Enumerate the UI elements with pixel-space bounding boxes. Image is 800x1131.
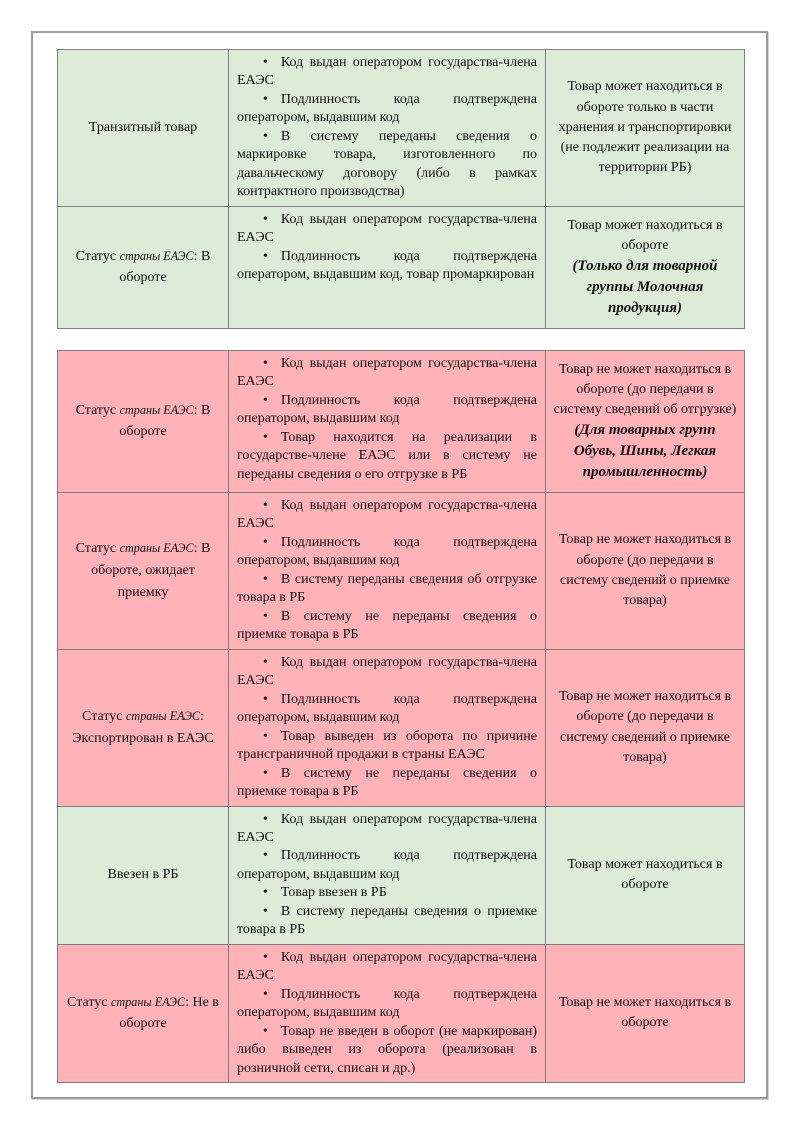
result-cell [546,50,744,206]
bullet-icon: • [263,1023,268,1039]
bullet-item [237,429,537,484]
bullet-item [237,534,537,571]
status-text: Транзитный товар [88,120,198,136]
bullet-item [237,1023,537,1078]
result-note: (Только для товарной группы Молочная продукция) [572,258,718,316]
condition-text: Товар выведен из оборота по причине трансграничной продажи в страны ЕАЭС [237,728,537,763]
bullet-item [237,654,537,691]
bullet-item [237,949,537,986]
page-border-frame [31,31,768,1099]
result-cell [546,351,744,492]
result-cell [546,650,744,806]
bullet-item [237,571,537,608]
bullet-item [237,728,537,765]
bullet-icon: • [263,765,268,781]
bullet-item [237,884,537,902]
bullet-item [237,765,537,802]
condition-text: Товар ввезен в РБ [280,885,387,901]
bullet-icon: • [263,728,268,744]
condition-text: В систему не переданы сведения о приемке товара в РБ [237,608,537,643]
conditions-cell [229,50,546,206]
condition-text: Подлинность кода подтверждена оператором, выдавшим код [237,392,537,427]
status-text: Ввезен в РБ [107,867,179,883]
condition-text: В систему переданы сведения о приемке товара в РБ [237,903,537,938]
bullet-item [237,355,537,392]
bullet-icon: • [263,654,268,670]
bullet-icon: • [263,211,268,227]
table-row [58,492,744,649]
bullet-item [237,91,537,128]
status-text: Статус страны ЕАЭС: В обороте [75,402,211,440]
bullet-item [237,691,537,728]
condition-text: В систему переданы сведения о маркировке товара, изготовленного по давальческому договору (либо в рамках контрактного производства) [237,128,537,200]
result-text: Товар может находиться в обороте только в части хранения и транспортировки (не подлежит реализации на территории РБ) [558,79,732,176]
bullet-icon: • [263,55,268,70]
conditions-cell [229,207,546,328]
status-text: Статус страны ЕАЭС: В обороте, ожидает приемку [75,541,211,600]
result-cell [546,945,744,1082]
condition-text: В систему не переданы сведения о приемке товара в РБ [237,765,537,800]
bullet-icon: • [263,949,268,965]
result-text: Товар может находиться в обороте [567,856,723,893]
condition-text: Подлинность кода подтверждена оператором, выдавшим код [237,986,537,1021]
result-cell [546,807,744,944]
bullet-item [237,248,537,285]
condition-text: Код выдан оператором государства-члена ЕАЭС [237,211,537,246]
bullet-icon: • [263,128,268,144]
result-cell [546,493,744,649]
result-text: Товар не может находиться в обороте (до передачи в систему сведений о приемке товара) [558,689,732,765]
bullet-icon: • [263,534,268,550]
result-text: Товар может находиться в обороте [567,218,723,254]
condition-text: В систему переданы сведения об отгрузке товара в РБ [237,571,537,606]
table-row [58,649,744,806]
bullet-item [237,392,537,429]
bullet-icon: • [263,885,268,901]
bullet-item [237,903,537,940]
result-cell [546,207,744,328]
bullet-icon: • [263,811,268,827]
bullet-item [237,811,537,848]
conditions-cell [229,945,546,1082]
table-row [58,50,744,206]
bullet-icon: • [263,429,268,445]
bullet-icon: • [263,903,268,919]
bullet-icon: • [263,848,268,864]
status-cell [58,207,229,328]
bullet-icon: • [263,91,268,107]
bullet-item [237,211,537,248]
bullet-icon: • [263,608,268,624]
status-cell [58,493,229,649]
bullet-item [237,986,537,1023]
condition-text: Товар находится на реализации в государстве-члене ЕАЭС или в систему не переданы сведения о его отгрузке в РБ [237,429,537,482]
status-cell [58,650,229,806]
bullet-icon: • [263,691,268,707]
condition-text: Код выдан оператором государства-члена ЕАЭС [237,949,537,984]
status-cell [58,351,229,492]
bullet-item [237,847,537,884]
table-row [58,806,744,944]
status-cell [58,807,229,944]
table-eaes-statuses [57,350,745,1083]
status-text: Статус страны ЕАЭС: Экспортирован в ЕАЭС [72,708,214,746]
bullet-item [237,128,537,202]
condition-text: Код выдан оператором государства-члена ЕАЭС [237,497,537,532]
bullet-icon: • [263,571,268,587]
conditions-cell [229,650,546,806]
conditions-cell [229,493,546,649]
bullet-item [237,608,537,645]
result-text: Товар не может находиться в обороте (до передачи в систему сведений об отгрузке) [553,361,737,418]
condition-text: Подлинность кода подтверждена оператором, выдавшим код [237,91,537,126]
condition-text: Код выдан оператором государства-члена ЕАЭС [237,355,537,390]
condition-text: Подлинность кода подтверждена оператором, выдавшим код, товар промаркирован [237,248,537,283]
condition-text: Товар не введен в оборот (не маркирован) либо выведен из оборота (реализован в розничной сети, списан и др.) [237,1023,537,1076]
status-cell [58,50,229,206]
condition-text: Подлинность кода подтверждена оператором, выдавшим код [237,848,537,882]
conditions-cell [229,351,546,492]
table-row [58,206,744,328]
result-text: Товар не может находиться в обороте (до передачи в систему сведений о приемке товара) [558,532,732,608]
condition-text: Подлинность кода подтверждена оператором, выдавшим код [237,534,537,569]
condition-text: Код выдан оператором государства-члена ЕАЭС [237,55,537,89]
conditions-cell [229,807,546,944]
bullet-icon: • [263,248,268,264]
status-text: Статус страны ЕАЭС: В обороте [75,248,211,286]
bullet-icon: • [263,392,268,408]
bullet-item [237,497,537,534]
status-cell [58,945,229,1082]
bullet-item [237,54,537,91]
condition-text: Код выдан оператором государства-члена ЕАЭС [237,654,537,689]
bullet-icon: • [263,986,268,1002]
bullet-icon: • [263,355,268,371]
result-note: (Для товарных групп Обувь, Шины, Легкая промышленность) [573,422,717,480]
table-row [58,944,744,1082]
table-transit-statuses [57,49,745,329]
condition-text: Код выдан оператором государства-члена ЕАЭС [237,811,537,845]
table-row [58,351,744,492]
status-text: Статус страны ЕАЭС: Не в обороте [67,994,219,1032]
bullet-icon: • [263,497,268,513]
result-text: Товар не может находиться в обороте [558,995,732,1031]
condition-text: Подлинность кода подтверждена оператором, выдавшим код [237,691,537,726]
